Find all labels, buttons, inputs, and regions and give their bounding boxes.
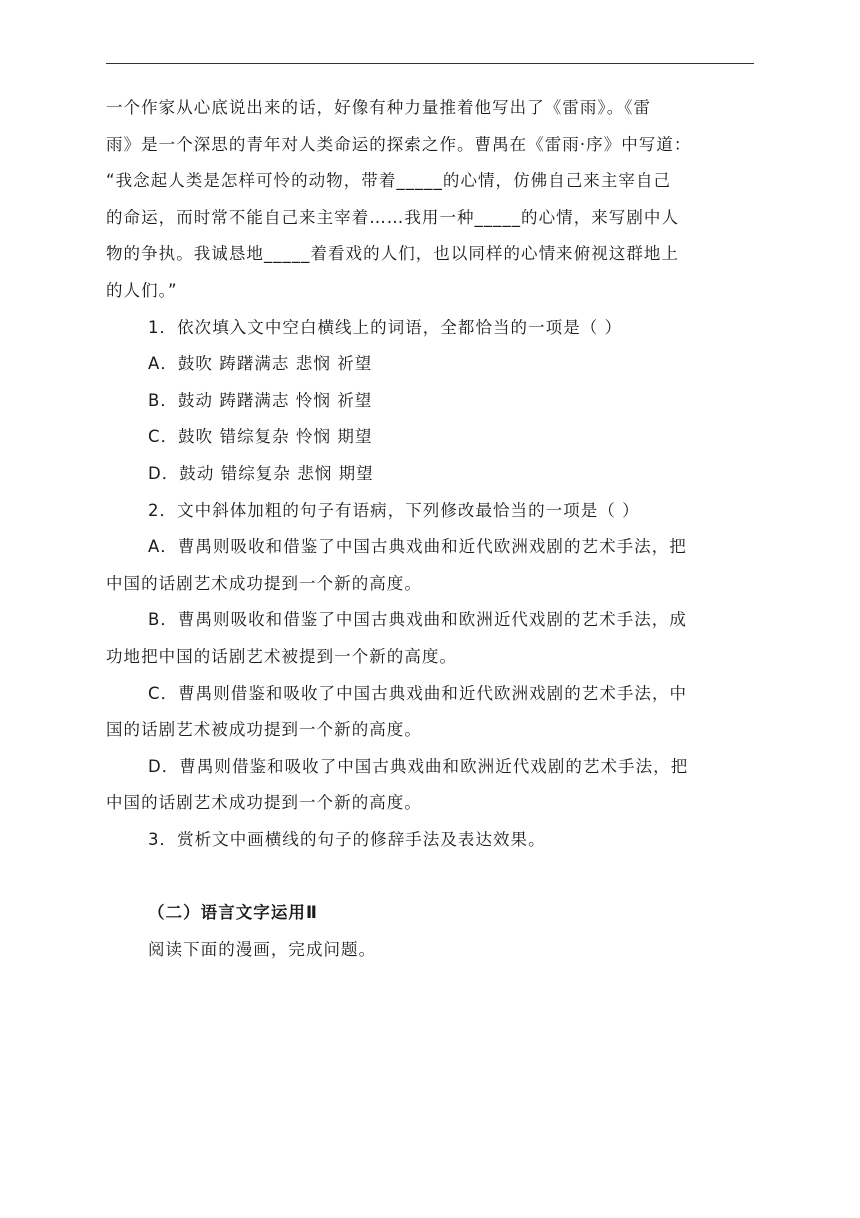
question-2-option-c-line2: 国的话剧艺术被成功提到一个新的高度。 <box>106 720 422 740</box>
question-1 <box>106 310 754 493</box>
section-2-heading: （二）语言文字运用Ⅱ <box>148 903 318 923</box>
passage-line: 的命运，而时常不能自己来主宰着……我用一种_____的心情，来写剧中人 <box>106 207 679 227</box>
question-2-option-d-line2: 中国的话剧艺术成功提到一个新的高度。 <box>106 793 422 813</box>
passage-line: “我念起人类是怎样可怜的动物，带着_____的心情，仿佛自己来主宰自己 <box>106 171 672 191</box>
question-3 <box>106 822 754 859</box>
question-2-option-a-line1: A．曹禺则吸收和借鉴了中国古典戏曲和近代欧洲戏剧的艺术手法，把 <box>148 537 687 557</box>
question-2-option-c-line1: C．曹禺则借鉴和吸收了中国古典戏曲和近代欧洲戏剧的艺术手法，中 <box>148 683 688 703</box>
question-2-option-b-line2: 功地把中国的话剧艺术被提到一个新的高度。 <box>106 646 457 666</box>
question-2-option-b-line1: B．曹禺则吸收和借鉴了中国古典戏曲和欧洲近代戏剧的艺术手法，成 <box>148 610 687 630</box>
header-rule <box>106 63 754 64</box>
question-1-stem: 1．依次填入文中空白横线上的词语，全都恰当的一项是（ ） <box>148 317 623 337</box>
document-body <box>106 90 754 968</box>
section-2-instruction: 阅读下面的漫画，完成问题。 <box>148 939 377 959</box>
question-2-option-d-line1: D．曹禺则借鉴和吸收了中国古典戏曲和欧洲近代戏剧的艺术手法，把 <box>148 756 689 776</box>
passage-line: 的人们。” <box>106 280 178 300</box>
question-1-option-a: A．鼓吹 踌躇满志 悲悯 祈望 <box>148 354 373 374</box>
section-spacer <box>106 858 754 895</box>
question-2 <box>106 493 754 822</box>
passage-line: 一个作家从心底说出来的话，好像有种力量推着他写出了《雷雨》。《雷 <box>106 98 652 117</box>
passage-line: 雨》是一个深思的青年对人类命运的探索之作。曹禺在《雷雨·序》中写道： <box>106 134 692 154</box>
question-1-option-c: C．鼓吹 错综复杂 怜悯 期望 <box>148 427 373 447</box>
question-3-stem: 3．赏析文中画横线的句子的修辞手法及表达效果。 <box>148 829 546 849</box>
question-2-option-a-line2: 中国的话剧艺术成功提到一个新的高度。 <box>106 573 422 593</box>
reading-passage <box>106 90 754 310</box>
section-2 <box>106 895 754 968</box>
passage-line: 物的争执。我诚恳地_____着看戏的人们，也以同样的心情来俯视这群地上 <box>106 244 679 264</box>
question-2-stem: 2．文中斜体加粗的句子有语病，下列修改最恰当的一项是（ ） <box>148 500 640 520</box>
question-1-option-b: B．鼓动 踌躇满志 怜悯 祈望 <box>148 390 373 410</box>
question-1-option-d: D．鼓动 错综复杂 悲悯 期望 <box>148 463 374 483</box>
